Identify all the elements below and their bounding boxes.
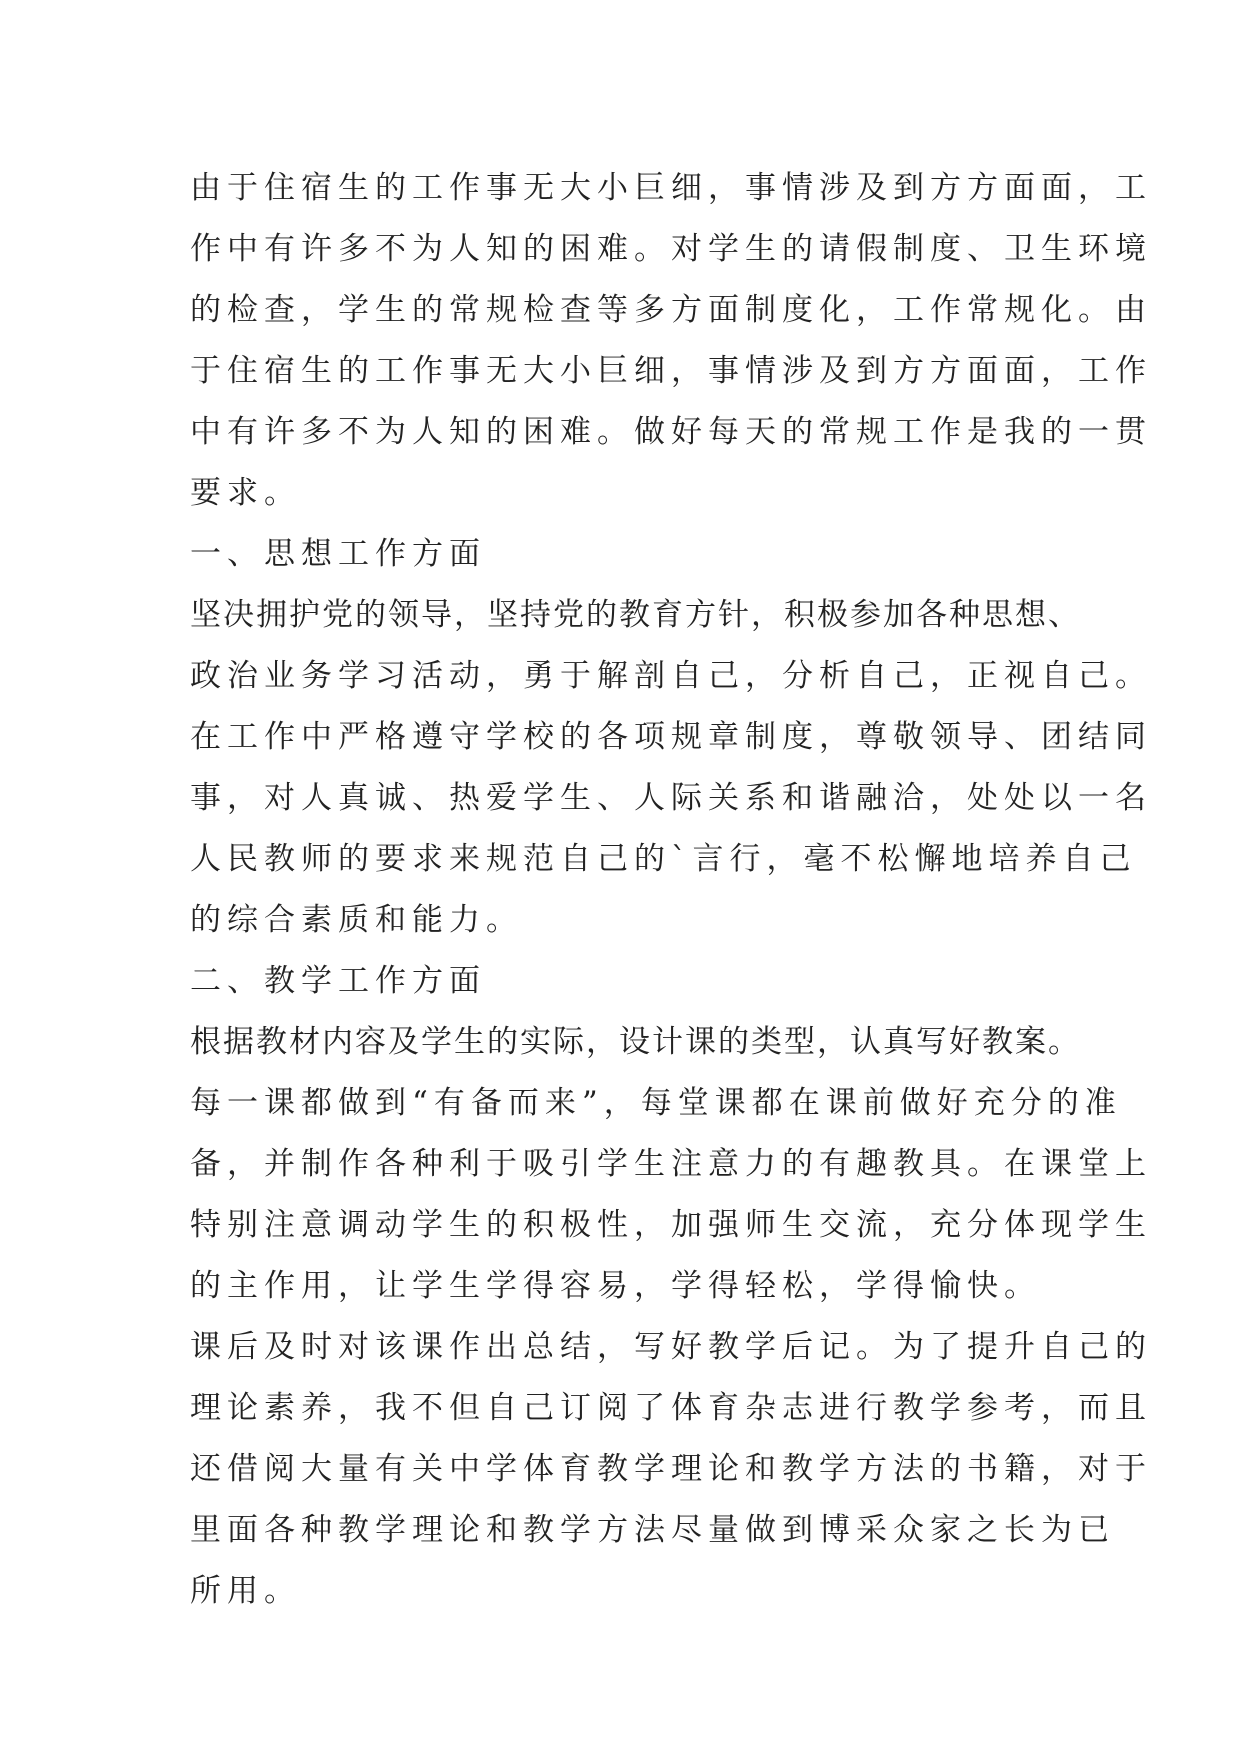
- text-line: 中有许多不为人知的困难。做好每天的常规工作是我的一贯: [190, 414, 1152, 450]
- text-line: 要求。: [190, 475, 301, 511]
- text-line: 由于住宿生的工作事无大小巨细，事情涉及到方方面面，工: [190, 170, 1152, 206]
- text-line: 课后及时对该课作出总结，写好教学后记。为了提升自己的: [190, 1329, 1152, 1365]
- text-line: 每一课都做到“有备而来”，每堂课都在课前做好充分的准: [190, 1085, 1122, 1121]
- text-line: 理论素养，我不但自己订阅了体育杂志进行教学参考，而且: [190, 1390, 1152, 1426]
- text-line: 所用。: [190, 1573, 301, 1609]
- text-line: 作中有许多不为人知的困难。对学生的请假制度、卫生环境: [190, 231, 1152, 267]
- text-line: 备，并制作各种利于吸引学生注意力的有趣教具。在课堂上: [190, 1146, 1152, 1182]
- text-line: 的主作用，让学生学得容易，学得轻松，学得愉快。: [190, 1268, 1041, 1304]
- document-page: [190, 158, 1152, 1622]
- text-line: 还借阅大量有关中学体育教学理论和教学方法的书籍，对于: [190, 1451, 1152, 1487]
- text-line: 坚决拥护党的领导，坚持党的教育方针，积极参加各种思想、: [190, 597, 1081, 633]
- text-line: 事，对人真诚、热爱学生、人际关系和谐融洽，处处以一名: [190, 780, 1152, 816]
- text-line: 根据教材内容及学生的实际，设计课的类型，认真写好教案。: [190, 1024, 1081, 1060]
- section-heading: 一、思想工作方面: [190, 536, 486, 572]
- text-line: 的检查，学生的常规检查等多方面制度化，工作常规化。由: [190, 292, 1152, 328]
- section-heading: 二、教学工作方面: [190, 963, 486, 999]
- text-line: 里面各种教学理论和教学方法尽量做到博采众家之长为已: [190, 1512, 1115, 1548]
- text-line: 特别注意调动学生的积极性，加强师生交流，充分体现学生: [190, 1207, 1152, 1243]
- text-line: 在工作中严格遵守学校的各项规章制度，尊敬领导、团结同: [190, 719, 1152, 755]
- text-line: 的综合素质和能力。: [190, 902, 523, 938]
- text-line: 政治业务学习活动，勇于解剖自己，分析自己，正视自己。: [190, 658, 1152, 694]
- text-line: 人民教师的要求来规范自己的`言行，毫不松懈地培养自己: [190, 841, 1137, 877]
- text-line: 于住宿生的工作事无大小巨细，事情涉及到方方面面，工作: [190, 353, 1152, 389]
